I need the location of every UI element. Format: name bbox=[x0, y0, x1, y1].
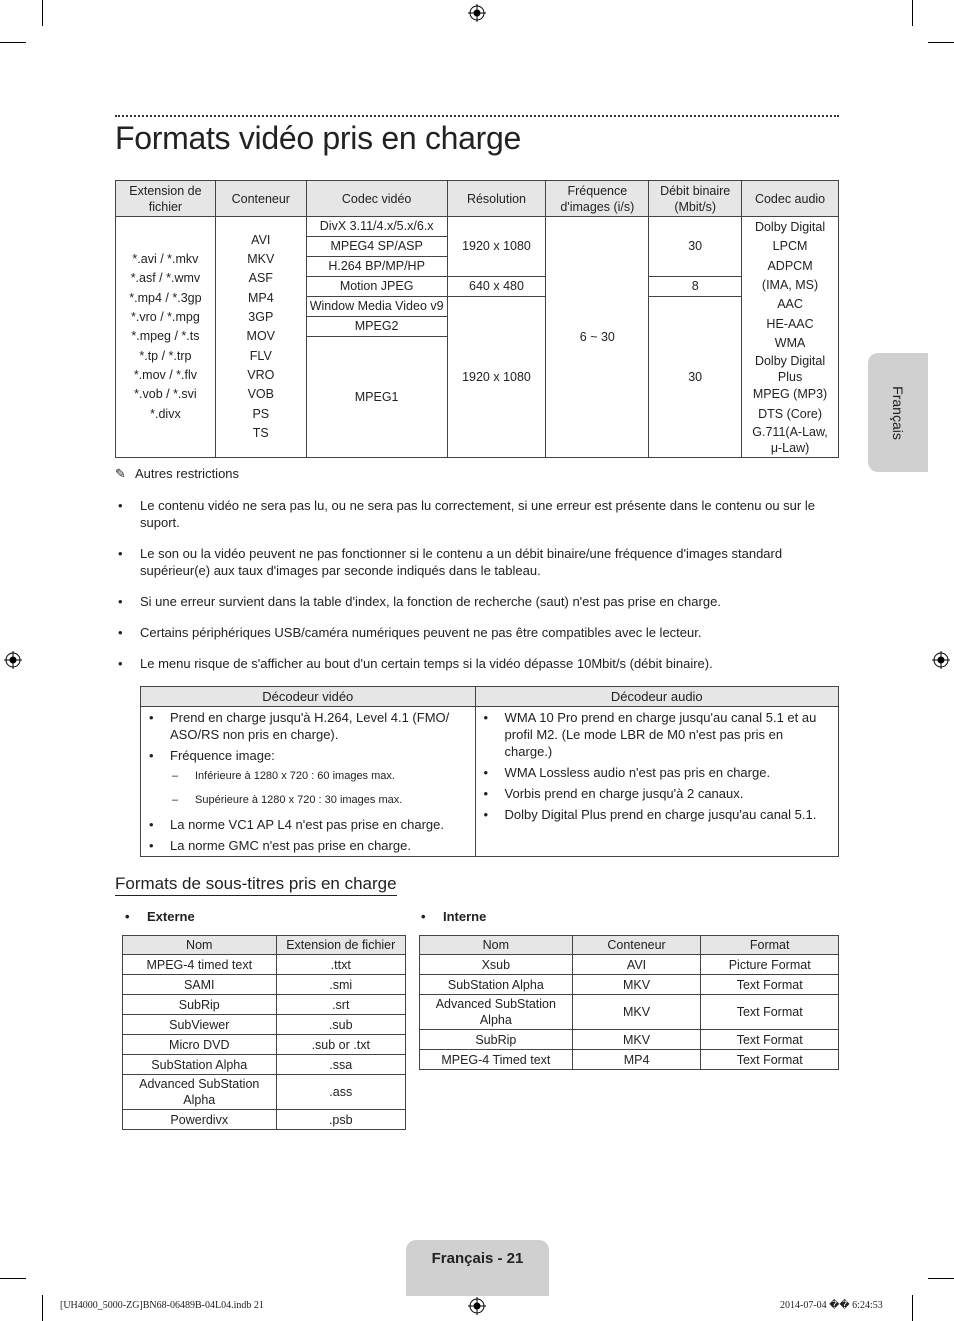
cell-extension: .psb bbox=[276, 1110, 405, 1130]
cell-extension: .sub or .txt bbox=[276, 1035, 405, 1055]
table-row bbox=[420, 975, 839, 995]
cell-name: SubStation Alpha bbox=[123, 1055, 277, 1075]
container-item: PS bbox=[252, 406, 270, 421]
table-row bbox=[123, 995, 406, 1015]
table-row bbox=[420, 955, 839, 975]
cell-name: Xsub bbox=[420, 955, 573, 975]
audio-codec-item: WMA bbox=[774, 335, 806, 350]
cell-name: SubRip bbox=[123, 995, 277, 1015]
page-number: Français - 21 bbox=[431, 1250, 524, 1267]
column-header: Conteneur bbox=[572, 936, 701, 955]
column-header: Décodeur audio bbox=[475, 687, 838, 707]
column-header: Décodeur vidéo bbox=[141, 687, 476, 707]
cell-name: SubViewer bbox=[123, 1015, 277, 1035]
cell-extension: .smi bbox=[276, 975, 405, 995]
extension-item: *.mpeg / *.ts bbox=[131, 329, 200, 344]
column-header: Débit binaire (Mbit/s) bbox=[649, 181, 742, 217]
crop-mark bbox=[0, 1278, 26, 1279]
column-header: Extension de fichier bbox=[116, 181, 216, 217]
table-header-row bbox=[116, 181, 839, 217]
resolution-cell: 640 x 480 bbox=[447, 277, 546, 297]
cell-name: SubRip bbox=[420, 1030, 573, 1050]
audio-codec-item: AAC bbox=[777, 297, 803, 312]
extension-item: *.divx bbox=[150, 406, 181, 421]
container-item: ASF bbox=[248, 271, 273, 286]
container-item: AVI bbox=[251, 232, 271, 247]
cell-format: Text Format bbox=[701, 1030, 839, 1050]
audio-codecs-cell bbox=[742, 217, 839, 458]
audio-codec-item: MPEG (MP3) bbox=[752, 387, 828, 402]
bitrate-cell: 30 bbox=[649, 217, 742, 277]
crop-mark bbox=[928, 42, 954, 43]
column-header: Fréquence d'images (i/s) bbox=[546, 181, 649, 217]
internal-label-row: • Interne bbox=[421, 909, 487, 924]
column-header: Résolution bbox=[447, 181, 546, 217]
codec-cell: Window Media Video v9 bbox=[306, 297, 447, 317]
note-label: Autres restrictions bbox=[135, 466, 240, 481]
cell-container: AVI bbox=[572, 955, 701, 975]
subtitles-heading: Formats de sous-titres pris en charge bbox=[115, 874, 397, 896]
cell-extension: .sub bbox=[276, 1015, 405, 1035]
list-item: • Le son ou la vidéo peuvent ne pas fonctionner si le contenu a un débit binaire/une fréquence d'images standard supérieur(e) aux taux d'images par seconde indiqués dans le tableau. bbox=[115, 545, 839, 579]
language-side-tab bbox=[868, 353, 928, 472]
extension-item: *.vro / *.mpg bbox=[131, 310, 200, 325]
cell-extension: .ssa bbox=[276, 1055, 405, 1075]
table-row bbox=[420, 1030, 839, 1050]
cell-name: MPEG-4 Timed text bbox=[420, 1050, 573, 1070]
cell-format: Text Format bbox=[701, 995, 839, 1030]
audio-codec-item: LPCM bbox=[772, 239, 808, 254]
extension-item: *.mp4 / *.3gp bbox=[129, 290, 202, 305]
cell-name: Advanced SubStation Alpha bbox=[420, 995, 573, 1030]
page-number-tab bbox=[406, 1240, 549, 1296]
cell-name: Advanced SubStation Alpha bbox=[123, 1075, 277, 1110]
cell-extension: .ttxt bbox=[276, 955, 405, 975]
container-item: MOV bbox=[246, 329, 276, 344]
list-item: • La norme VC1 AP L4 n'est pas prise en charge. bbox=[147, 816, 469, 833]
list-item: • Dolby Digital Plus prend en charge jusqu'au canal 5.1. bbox=[482, 806, 832, 823]
registration-mark-icon bbox=[468, 4, 486, 22]
codec-cell: H.264 BP/MP/HP bbox=[306, 257, 447, 277]
bitrate-cell: 30 bbox=[649, 297, 742, 458]
list-item: • Vorbis prend en charge jusqu'à 2 canaux. bbox=[482, 785, 832, 802]
external-label: Externe bbox=[147, 909, 195, 924]
table-row bbox=[123, 1015, 406, 1035]
container-item: VOB bbox=[247, 387, 274, 402]
video-decoder-cell bbox=[141, 707, 476, 857]
list-item: • WMA 10 Pro prend en charge jusqu'au canal 5.1 et au profil M2. (Le mode LBR de M0 n'est pas pris en charge.) bbox=[482, 709, 832, 760]
codec-cell: Motion JPEG bbox=[306, 277, 447, 297]
crop-mark bbox=[928, 1278, 954, 1279]
framerate-cell: 6 ~ 30 bbox=[546, 217, 649, 458]
title-rule bbox=[115, 115, 839, 117]
table-row bbox=[420, 1050, 839, 1070]
resolution-cell: 1920 x 1080 bbox=[447, 297, 546, 458]
container-item: MP4 bbox=[247, 290, 274, 305]
cell-name: SubStation Alpha bbox=[420, 975, 573, 995]
decoder-table bbox=[140, 686, 839, 857]
column-header: Nom bbox=[123, 936, 277, 955]
registration-mark-icon bbox=[932, 651, 950, 669]
cell-container: MKV bbox=[572, 995, 701, 1030]
extension-item: *.asf / *.wmv bbox=[130, 271, 201, 286]
footer-timestamp: 2014-07-04 �� 6:24:53 bbox=[780, 1300, 883, 1311]
column-header: Conteneur bbox=[215, 181, 306, 217]
sub-list-item: – Inférieure à 1280 x 720 : 60 images max. bbox=[147, 768, 469, 784]
restrictions-list bbox=[115, 497, 839, 686]
crop-mark bbox=[42, 1295, 43, 1321]
crop-mark bbox=[912, 1295, 913, 1321]
registration-mark-icon bbox=[4, 651, 22, 669]
container-item: FLV bbox=[249, 348, 272, 363]
footer-file-info: [UH4000_5000-ZG]BN68-06489B-04L04.indb 21 bbox=[60, 1300, 264, 1311]
extensions-cell bbox=[116, 217, 216, 458]
side-tab-label: Français bbox=[890, 386, 906, 440]
extension-item: *.vob / *.svi bbox=[134, 387, 197, 402]
list-item: • Certains périphériques USB/caméra numériques peuvent ne pas être compatibles avec le lecteur. bbox=[115, 624, 839, 641]
table-row bbox=[123, 1110, 406, 1130]
list-item: • Le contenu vidéo ne sera pas lu, ou ne sera pas lu correctement, si une erreur est présente dans le contenu ou sur le suport. bbox=[115, 497, 839, 531]
cell-extension: .ass bbox=[276, 1075, 405, 1110]
container-item: VRO bbox=[247, 367, 275, 382]
audio-codec-item: HE-AAC bbox=[766, 316, 814, 331]
video-formats-table bbox=[115, 180, 839, 458]
table-row bbox=[123, 1075, 406, 1110]
audio-decoder-cell bbox=[475, 707, 838, 857]
audio-codec-item: DTS (Core) bbox=[758, 406, 822, 421]
audio-codec-item: ADPCM bbox=[767, 258, 813, 273]
audio-codec-item: Plus bbox=[777, 370, 803, 385]
cell-name: Powerdivx bbox=[123, 1110, 277, 1130]
list-item: • WMA Lossless audio n'est pas pris en charge. bbox=[482, 764, 832, 781]
registration-mark-icon bbox=[468, 1297, 486, 1315]
extension-item: *.mov / *.flv bbox=[133, 367, 198, 382]
crop-mark bbox=[42, 0, 43, 26]
table-row bbox=[123, 1055, 406, 1075]
page-title: Formats vidéo pris en charge bbox=[115, 120, 522, 156]
cell-name: MPEG-4 timed text bbox=[123, 955, 277, 975]
column-header: Codec audio bbox=[742, 181, 839, 217]
crop-mark bbox=[0, 42, 26, 43]
table-row bbox=[123, 975, 406, 995]
list-item: • Le menu risque de s'afficher au bout d'un certain temps si la vidéo dépasse 10Mbit/s (débit binaire). bbox=[115, 655, 839, 672]
note bbox=[115, 466, 239, 482]
cell-extension: .srt bbox=[276, 995, 405, 1015]
list-item: • La norme GMC n'est pas prise en charge. bbox=[147, 837, 469, 854]
external-subtitles-table bbox=[122, 935, 406, 1130]
cell-container: MP4 bbox=[572, 1050, 701, 1070]
extension-item: *.avi / *.mkv bbox=[132, 252, 199, 267]
table-row bbox=[123, 1035, 406, 1055]
cell-name: SAMI bbox=[123, 975, 277, 995]
audio-codec-item: Dolby Digital bbox=[754, 220, 826, 235]
cell-name: Micro DVD bbox=[123, 1035, 277, 1055]
list-item: • Prend en charge jusqu'à H.264, Level 4.1 (FMO/ ASO/RS non pris en charge). bbox=[147, 709, 469, 743]
list-item: • Fréquence image: bbox=[147, 747, 469, 764]
resolution-cell: 1920 x 1080 bbox=[447, 217, 546, 277]
codec-cell: MPEG2 bbox=[306, 317, 447, 337]
table-row bbox=[123, 955, 406, 975]
extension-item: *.tp / *.trp bbox=[139, 348, 192, 363]
audio-codec-item: Dolby Digital bbox=[754, 354, 826, 369]
column-header: Codec vidéo bbox=[306, 181, 447, 217]
list-item: • Si une erreur survient dans la table d'index, la fonction de recherche (saut) n'est pas prise en charge. bbox=[115, 593, 839, 610]
crop-mark bbox=[912, 0, 913, 26]
codec-cell: MPEG1 bbox=[306, 337, 447, 458]
bitrate-cell: 8 bbox=[649, 277, 742, 297]
audio-codec-item: μ-Law) bbox=[770, 440, 810, 455]
internal-label: Interne bbox=[443, 909, 487, 924]
table-row bbox=[420, 995, 839, 1030]
audio-codec-item: G.711(A-Law, bbox=[752, 424, 828, 439]
sub-list-item: – Supérieure à 1280 x 720 : 30 images max. bbox=[147, 792, 469, 808]
audio-codec-item: (IMA, MS) bbox=[761, 278, 819, 293]
container-item: 3GP bbox=[248, 310, 274, 325]
codec-cell: MPEG4 SP/ASP bbox=[306, 237, 447, 257]
container-item: MKV bbox=[247, 252, 275, 267]
cell-container: MKV bbox=[572, 1030, 701, 1050]
internal-subtitles-table bbox=[419, 935, 839, 1070]
cell-format: Text Format bbox=[701, 975, 839, 995]
column-header: Format bbox=[701, 936, 839, 955]
column-header: Extension de fichier bbox=[276, 936, 405, 955]
pencil-note-icon: ✎ bbox=[115, 466, 126, 481]
cell-format: Text Format bbox=[701, 1050, 839, 1070]
container-item: TS bbox=[252, 425, 269, 440]
external-label-row: • Externe bbox=[125, 909, 195, 924]
cell-container: MKV bbox=[572, 975, 701, 995]
column-header: Nom bbox=[420, 936, 573, 955]
cell-format: Picture Format bbox=[701, 955, 839, 975]
containers-cell bbox=[215, 217, 306, 458]
codec-cell: DivX 3.11/4.x/5.x/6.x bbox=[306, 217, 447, 237]
